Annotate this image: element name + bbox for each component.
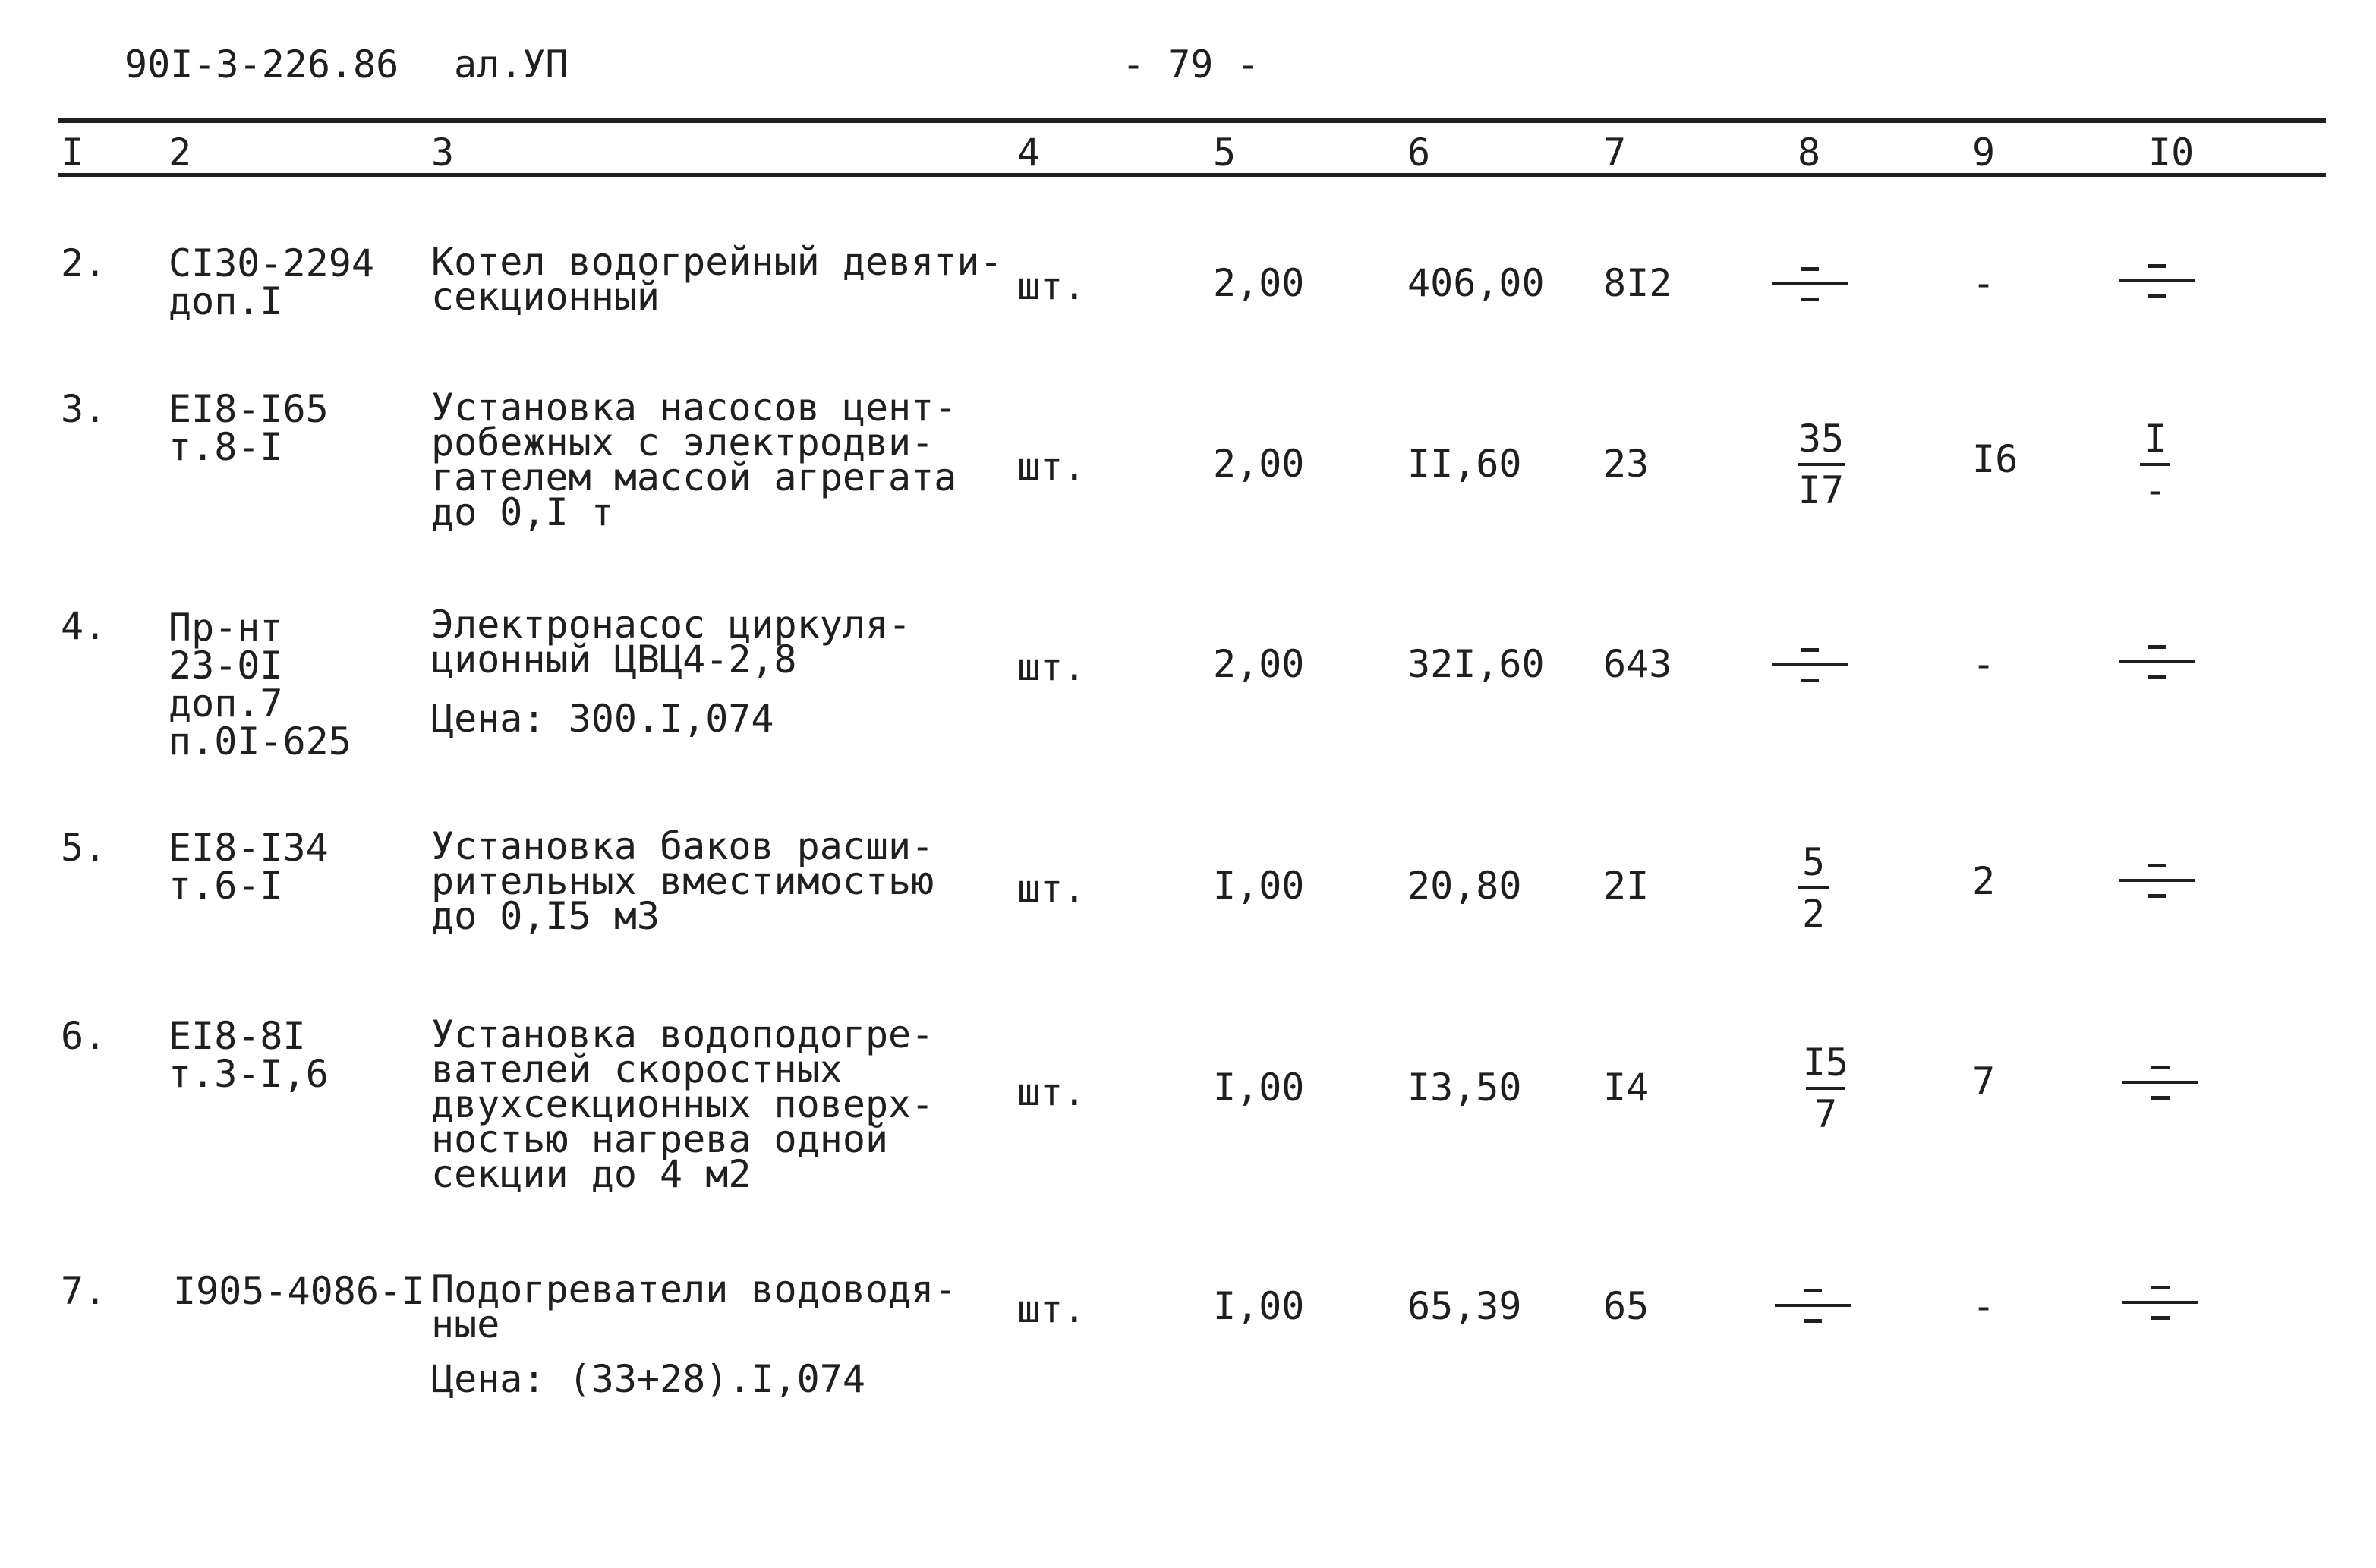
fraction-numerator: I [2143,417,2167,461]
column-number: 5 [1213,131,1237,175]
item-description [431,386,957,534]
item-description [431,824,934,938]
description-line: Котел водогрейный девяти- [431,240,1003,284]
description-line: ностью нагрева одной [431,1117,889,1161]
column-number: 4 [1017,131,1041,175]
column-9-value: 7 [1972,1060,1996,1104]
quantity: 2,00 [1213,442,1305,486]
row-number: 3. [61,387,107,431]
dash-fraction-symbol [2122,1063,2198,1105]
fraction [1779,417,1863,512]
description-line: секции до 4 м2 [431,1152,752,1196]
column-number: 3 [431,131,455,175]
column-number: I [61,131,84,175]
description-line: секционный [431,275,660,319]
description-line: Установка баков расши- [431,824,934,868]
price-formula: Цена: (33+28).I,074 [431,1357,865,1401]
quantity: 2,00 [1213,261,1305,305]
document-code: 90I-3-226.86 [124,43,399,87]
unit-cost: I3,50 [1407,1066,1522,1110]
fraction [1784,1041,1867,1135]
row-number: 4. [61,604,107,648]
fraction [1772,841,1855,935]
norm-code [169,387,329,469]
description-line: рительных вместимостью [431,859,934,903]
column-9-value: 2 [1972,859,1996,903]
fraction-bar [2140,463,2170,466]
row-number: 5. [61,826,107,870]
quantity: I,00 [1213,864,1305,908]
description-line: робежных с электродви- [431,420,934,464]
unit: шт. [1017,1070,1086,1114]
unit: шт. [1017,445,1086,489]
description-line: ные [431,1302,500,1346]
code-line: т.8-I [169,425,283,469]
row-number: 2. [61,241,107,285]
fraction [2113,417,2197,512]
fraction-numerator: I5 [1802,1041,1849,1085]
column-9-value: I6 [1972,437,2018,481]
table-top-rule [58,118,2326,123]
code-line: т.3-I,6 [169,1052,329,1096]
item-description [431,1012,934,1196]
unit: шт. [1017,1287,1086,1331]
column-number: 7 [1603,131,1627,175]
code-line: доп.I [169,279,283,323]
description-line: Установка насосов цент- [431,386,957,430]
fraction-denominator: 7 [1814,1092,1838,1136]
quantity: I,00 [1213,1066,1305,1110]
item-description [431,1267,957,1346]
code-line: 23-0I [169,644,283,688]
code-line: EI8-I65 [169,387,329,431]
quantity: I,00 [1213,1284,1305,1328]
column-number: 8 [1798,131,1821,175]
total-cost: 65 [1603,1284,1650,1328]
total-cost: 23 [1603,442,1650,486]
code-line: I905-4086-I [173,1269,425,1313]
dash-fraction-symbol [2119,642,2195,685]
fraction-numerator: 5 [1801,840,1826,884]
code-line: Пр-нт [169,606,283,650]
page-number: - 79 - [1122,43,1259,87]
unit-cost: II,60 [1407,442,1522,486]
total-cost: I4 [1603,1066,1650,1110]
description-line: вателей скоростных [431,1047,843,1091]
norm-code [169,241,374,323]
row-number: 6. [61,1014,107,1058]
fraction-denominator: - [2143,468,2167,512]
description-line: гателем массой агрегата [431,455,957,499]
unit-cost: 20,80 [1407,864,1522,908]
description-line: Электронасос циркуля- [431,603,912,647]
total-cost: 643 [1603,642,1672,686]
column-number: 9 [1972,131,1996,175]
dash-fraction-symbol [1772,264,1848,307]
code-line: доп.7 [169,682,283,726]
fraction-numerator: 35 [1798,417,1845,461]
description-line: до 0,I т [431,490,614,534]
description-line: Подогреватели водоводя- [431,1267,957,1311]
norm-code [169,1014,329,1096]
album-label: ал.УП [454,43,569,87]
quantity: 2,00 [1213,642,1305,686]
column-number: 6 [1407,131,1431,175]
norm-code [173,1269,425,1313]
price-formula: Цена: 300.I,074 [431,697,774,741]
code-line: т.6-I [169,864,283,908]
column-9-value: - [1972,261,1996,305]
row-number: 7. [61,1269,107,1313]
norm-code [169,826,329,908]
total-cost: 8I2 [1603,261,1672,305]
fraction-bar [1798,886,1829,889]
description-line: двухсекционных поверх- [431,1082,934,1126]
fraction-bar [1806,1087,1845,1090]
code-line: CI30-2294 [169,241,374,285]
item-description [431,603,912,682]
unit: шт. [1017,867,1086,911]
description-line: до 0,I5 м3 [431,894,660,938]
unit-cost: 406,00 [1407,261,1545,305]
dash-fraction-symbol [2119,861,2195,903]
code-line: п.0I-625 [169,719,351,764]
column-number: I0 [2148,131,2195,175]
item-description [431,240,1003,319]
column-9-value: - [1972,642,1996,686]
fraction-denominator: I7 [1798,468,1845,512]
dash-fraction-symbol [1775,1286,1851,1328]
description-line: ционный ЦВЦ4-2,8 [431,638,797,682]
dash-fraction-symbol [2122,1283,2198,1325]
norm-code [169,606,351,764]
unit: шт. [1017,645,1086,689]
total-cost: 2I [1603,864,1650,908]
description-line: Установка водоподогре- [431,1012,934,1056]
unit-cost: 65,39 [1407,1284,1522,1328]
code-line: EI8-I34 [169,826,329,870]
dash-fraction-symbol [1772,645,1848,688]
column-number: 2 [169,131,192,175]
fraction-bar [1798,463,1845,466]
code-line: EI8-8I [169,1014,306,1058]
unit: шт. [1017,264,1086,308]
fraction-denominator: 2 [1801,892,1826,936]
column-9-value: - [1972,1284,1996,1328]
unit-cost: 32I,60 [1407,642,1545,686]
dash-fraction-symbol [2119,261,2195,304]
